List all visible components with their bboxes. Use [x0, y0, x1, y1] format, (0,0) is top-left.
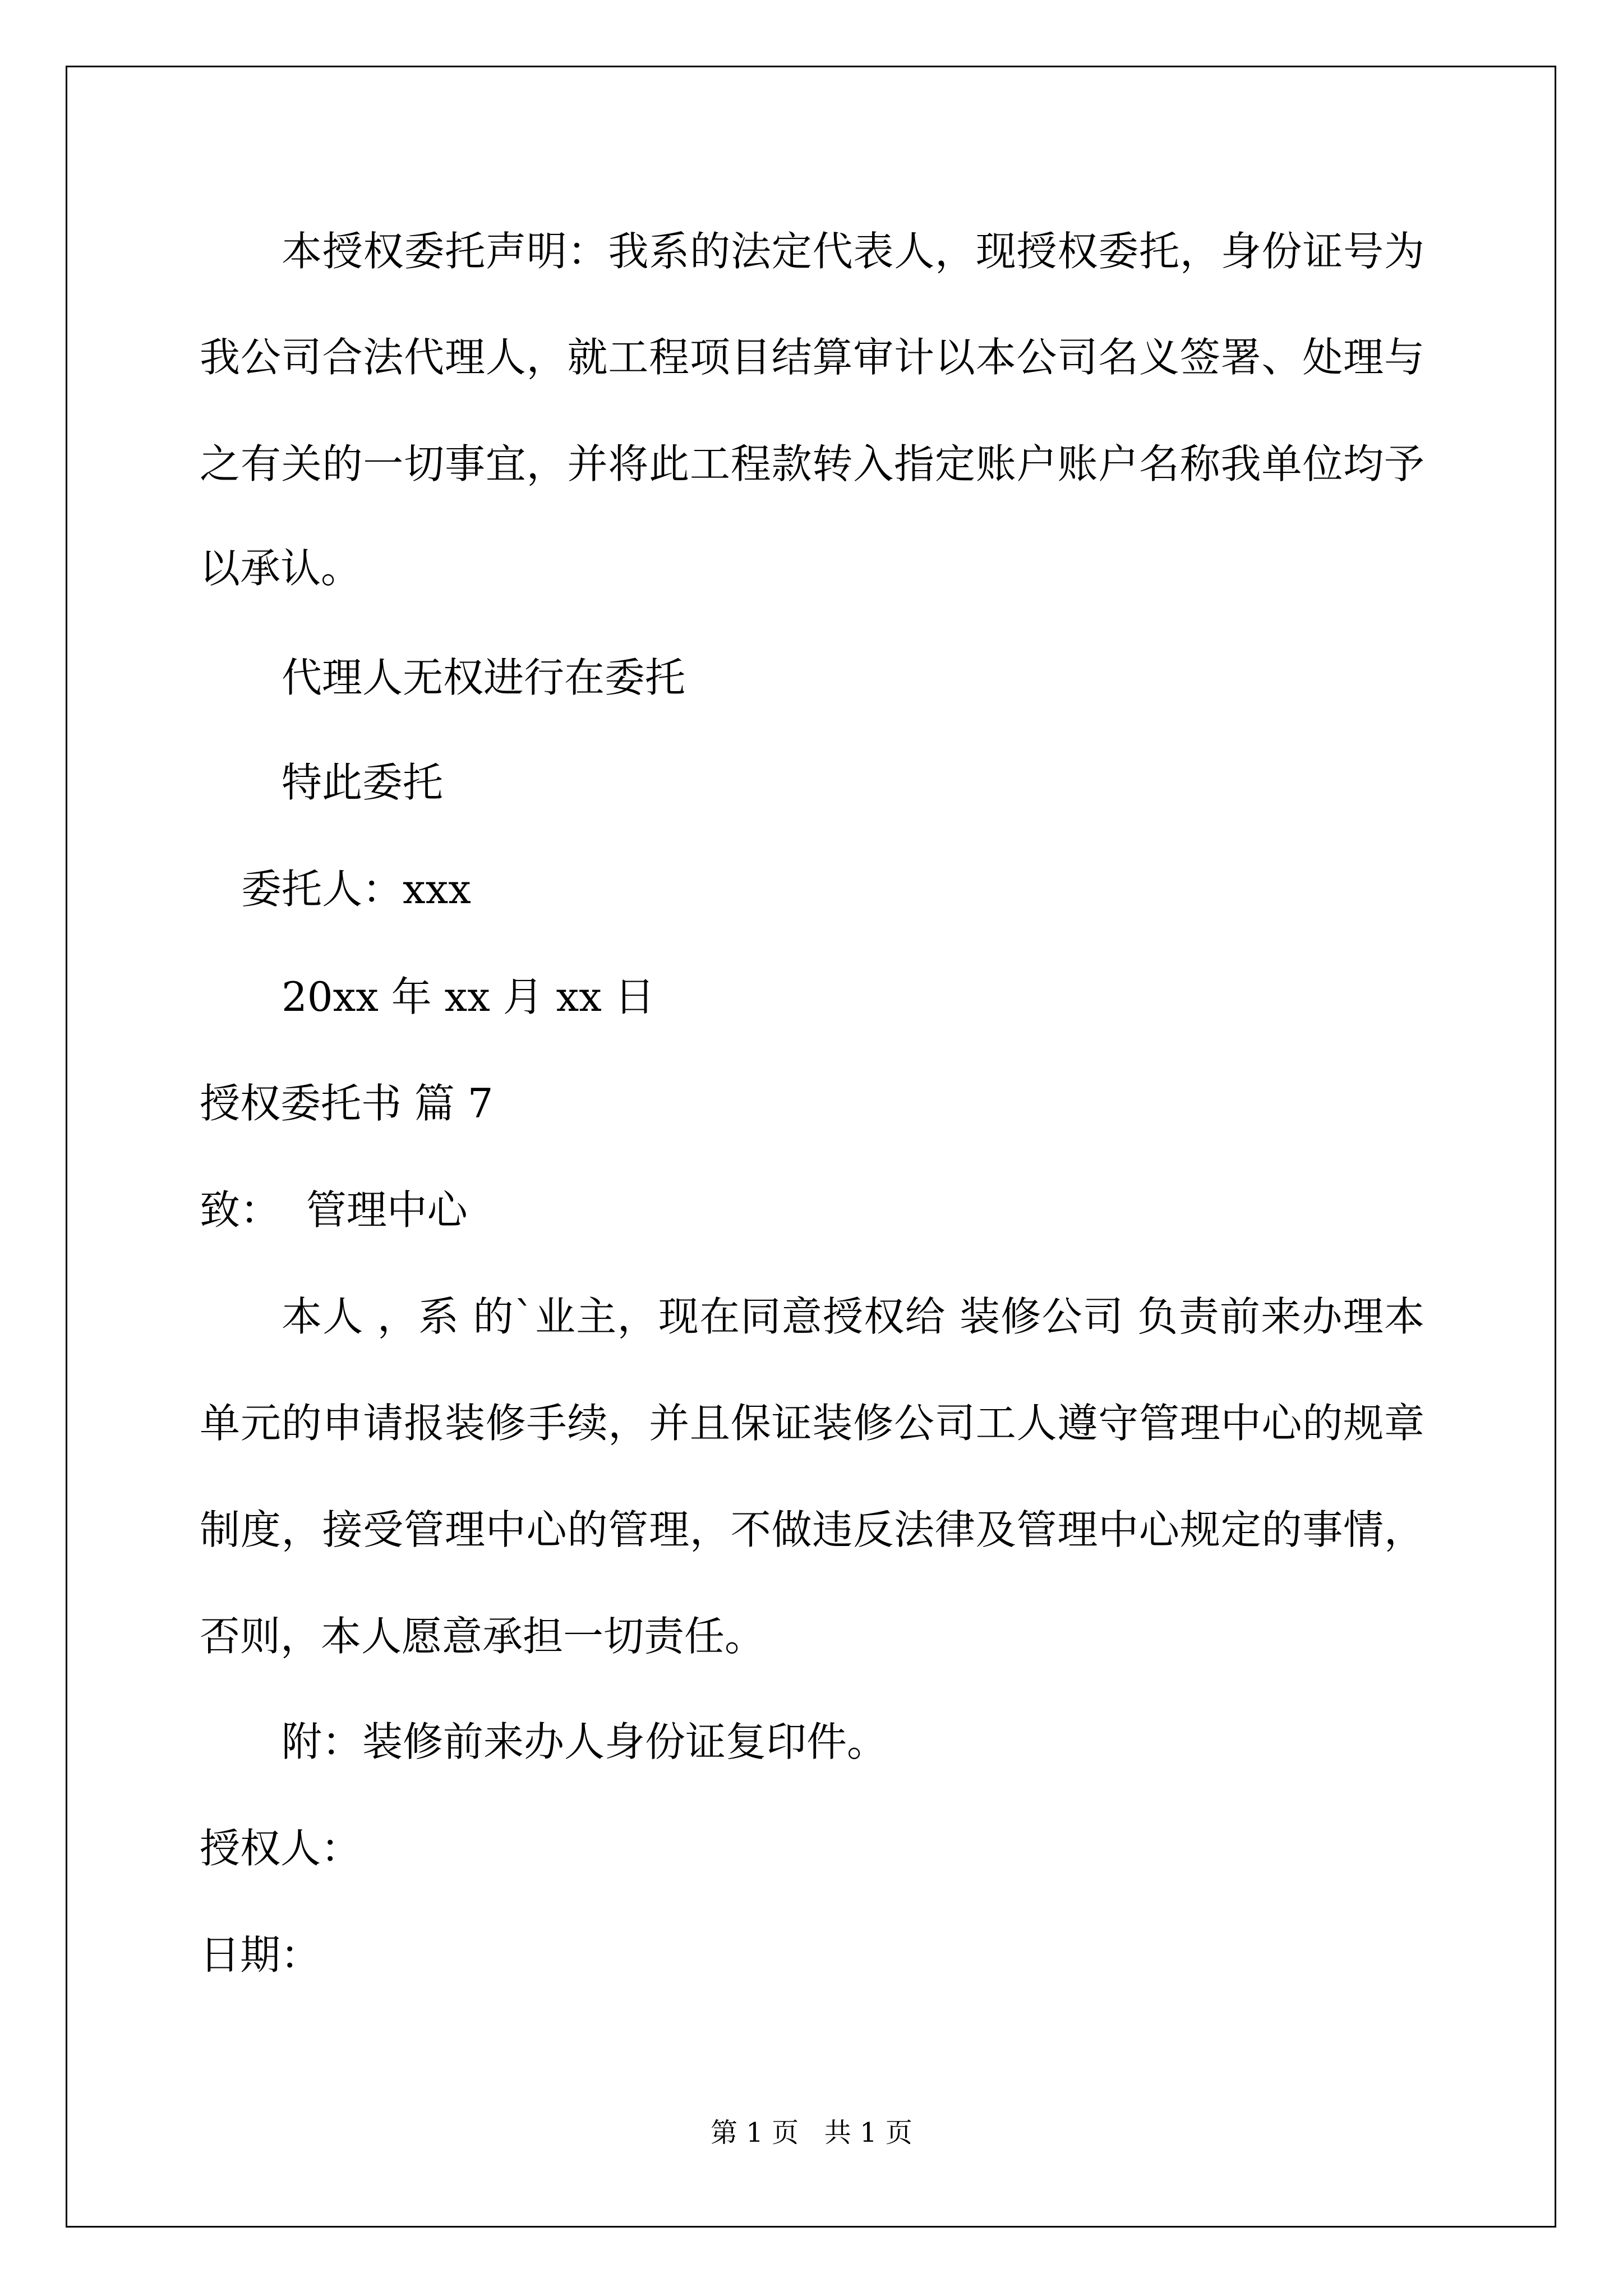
- paragraph2-line4: 否则，本人愿意承担一切责任。: [200, 1613, 766, 1660]
- date-line: 20xx 年 xx 月 xx 日: [282, 973, 655, 1020]
- page-footer: 第 1 页 共 1 页: [711, 2117, 912, 2148]
- date-label-line: 日期：: [200, 1931, 321, 1978]
- paragraph1-line3: 之有关的一切事宜，并将此工程款转入指定账户账户名称我单位均予: [200, 440, 1424, 487]
- page-border: [66, 66, 1556, 2228]
- paragraph1-line2: 我公司合法代理人，就工程项目结算审计以本公司名义签署、处理与: [200, 334, 1424, 381]
- paragraph2-line2: 单元的申请报装修手续，并且保证装修公司工人遵守管理中心的规章: [200, 1400, 1424, 1447]
- addressee-line: 致： 管理中心: [200, 1186, 468, 1234]
- paragraph2-line3: 制度，接受管理中心的管理，不做违反法律及管理中心规定的事情，: [200, 1506, 1424, 1553]
- paragraph2-line1: 本人 ，系 的`业主，现在同意授权给 装修公司 负责前来办理本: [282, 1293, 1424, 1340]
- section-title: 授权委托书 篇 7: [200, 1080, 494, 1127]
- paragraph1-line4: 以承认。: [200, 545, 362, 592]
- attachment-line: 附：装修前来办人身份证复印件。: [282, 1718, 888, 1765]
- principal-line: 委托人：xxx: [241, 866, 471, 913]
- paragraph1-line1: 本授权委托声明：我系的法定代表人，现授权委托，身份证号为: [282, 228, 1424, 275]
- authorizer-line: 授权人：: [200, 1825, 362, 1872]
- no-subdelegation-line: 代理人无权进行在委托: [282, 654, 686, 701]
- hereby-line: 特此委托: [282, 759, 444, 806]
